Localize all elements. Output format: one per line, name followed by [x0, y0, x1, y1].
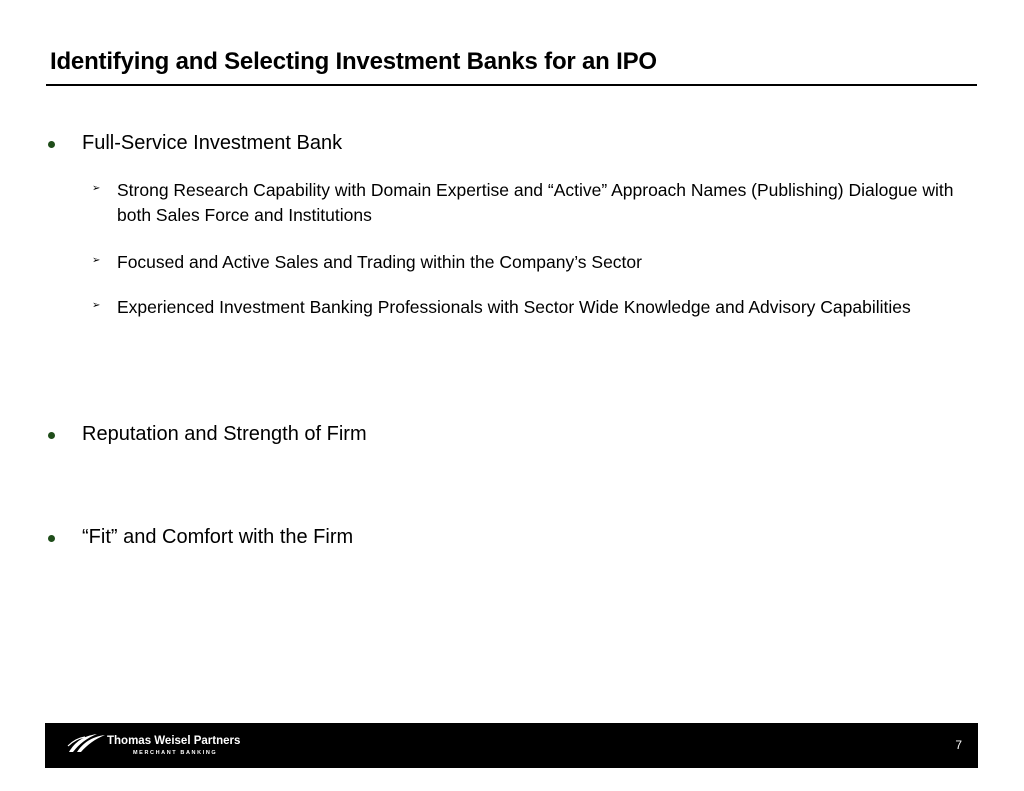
title-divider [46, 84, 977, 86]
arrowhead-icon: ➢ [92, 255, 101, 266]
page-number: 7 [955, 738, 962, 752]
slide-title: Identifying and Selecting Investment Banks for an IPO [50, 48, 657, 75]
bullet-dot-icon [48, 535, 55, 542]
bullet-label: Full-Service Investment Bank [82, 132, 343, 154]
swoosh-logo-icon [67, 732, 107, 754]
sub-item-text: Experienced Investment Banking Professionals with Sector Wide Knowledge and Advisory Capabilities [117, 297, 911, 317]
company-name: Thomas Weisel Partners [107, 735, 241, 747]
arrowhead-icon: ➢ [92, 183, 101, 194]
company-division: MERCHANT BANKING [133, 750, 218, 756]
arrowhead-icon: ➢ [92, 300, 101, 311]
sub-item-text: Strong Research Capability with Domain Expertise and “Active” Approach Names (Publishing) Dialogue with both Sales Force and Institutions [117, 180, 954, 225]
sub-item-text: Focused and Active Sales and Trading within the Company’s Sector [117, 252, 642, 272]
bullet-dot-icon [48, 141, 55, 148]
footer-bar [45, 723, 978, 768]
bullet-label: Reputation and Strength of Firm [82, 423, 367, 445]
bullet-dot-icon [48, 432, 55, 439]
bullet-label: “Fit” and Comfort with the Firm [82, 526, 354, 548]
